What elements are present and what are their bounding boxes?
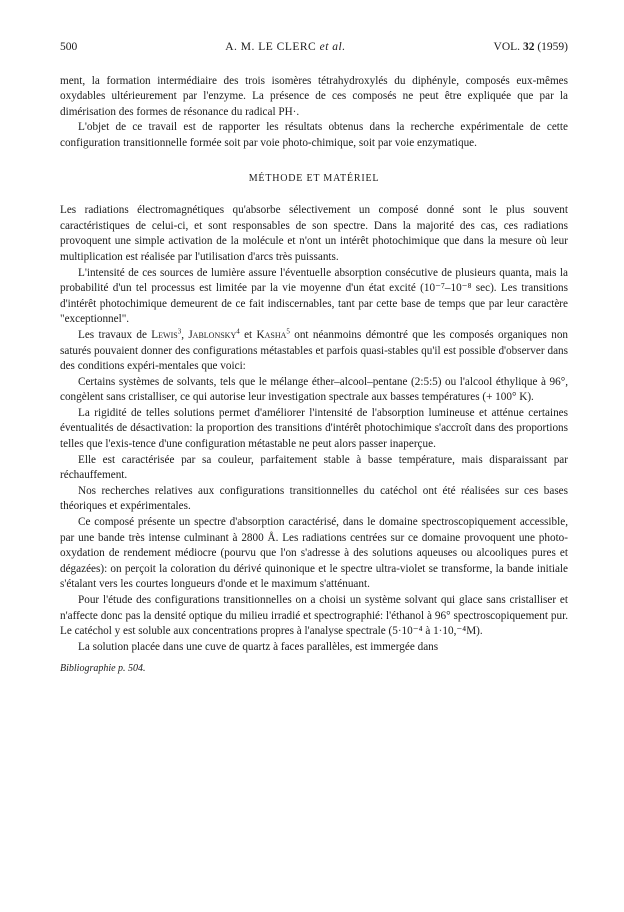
body-paragraph-1: Les radiations électromagnétiques qu'absorbe sélectivement un composé donné sont le plus souvent caractéristiques de celui-ci, et sont responsables de son spectre. Dans la majorité des cas, ces radiations provoquent une simple activation de la molécule et n'ont un intérêt photochimique que dans la mesure où leur multiplication est réalisée par l'utilisation d'arcs très puissants. [60, 204, 568, 263]
running-header [60, 40, 568, 56]
text-run: ont néanmoins démontré que les composés organiques non saturés pouvaient donner des configurations métastables et parfois quasi-stables qu'il est possible d'observer dans des conditions expéri-mentales que voici: [60, 328, 569, 373]
text-run: et [239, 328, 257, 341]
reference-lewis: 3 [177, 327, 182, 336]
reference-kasha: 5 [286, 327, 290, 336]
volume-year: (1959) [537, 41, 568, 53]
bibliography-note: Bibliographie p. 504. [60, 663, 146, 675]
body-paragraph-6: Elle est caractérisée par sa couleur, parfaitement stable à basse température, mais disparaissant par réchauffement. [60, 453, 568, 482]
reference-jablonsky: 4 [236, 327, 240, 336]
et-al: et al. [319, 41, 346, 53]
body-paragraph-3 [60, 328, 568, 375]
body-paragraph-2: L'intensité de ces sources de lumière assure l'éventuelle absorption consécutive de plusieurs quanta, mais la probabilité d'un tel processus est limitée par la vie moyenne d'un état excité (10⁻⁷–10⁻⁸ sec). Les transitions d'intérêt photochimique demeurent de ce fait indiscernables, tant par cette base de temps que par leur caractère "exceptionnel". [60, 266, 568, 326]
intro-paragraph-1: ment, la formation intermédiaire des trois isomères tétrahydroxylés du diphényle, composés eux-mêmes oxydables ultérieurement par l'enzyme. La présence de ces composés ne peut être expliquée que par la dimérisation des formes de résonance du radical PH·. [60, 74, 568, 118]
volume-number: 32 [522, 41, 535, 53]
body-paragraph-5: La rigidité de telles solutions permet d'améliorer l'intensité de l'absorption lumineuse et atténue certaines éventualités de désactivation: la proportion des transitions d'intérêt photochimique s'accroît dans des proportions telles que l'exis-tence d'une configuration métastable ne peut alors passer inaperçue. [60, 406, 568, 451]
body-paragraph-8: Ce composé présente un spectre d'absorption caractérisé, dans le domaine spectroscopiquement accessible, par une bande très intense culminant à 2800 Å. Les radiations centrées sur ce domaine provoquent une photo-oxydation de rendement médiocre (pourvu que l'on s'adresse à des solutions aqueuses ou alcooliques pures et dégazées): on perçoit la coloration du dérivé quinonique et le spectre ultra-violet se transforme, la bande initiale s'étalant vers les courtes longueurs d'onde et le maximum s'atténuant. [60, 516, 568, 591]
page-number: 500 [60, 41, 78, 53]
body-paragraph-7: Nos recherches relatives aux configurations transitionnelles du catéchol ont été réalisées sur ces bases théoriques et expérimentales. [60, 484, 568, 513]
author-kasha: Kasha [256, 328, 287, 341]
intro-paragraph-2: L'objet de ce travail est de rapporter les résultats obtenus dans la recherche expérimentale de cette configuration transitionnelle formée soit par voie photo-chimique, soit par voie enzymatique. [60, 121, 568, 149]
body-paragraph-10: La solution placée dans une cuve de quartz à faces parallèles, est immergée dans [78, 640, 439, 653]
running-authors [225, 40, 345, 56]
author-names: A. M. LE CLERC [225, 41, 317, 53]
author-jablonsky: Jablonsky [188, 328, 237, 341]
volume-label: VOL. [493, 41, 521, 53]
volume-info [494, 40, 568, 56]
author-lewis: Lewis [151, 328, 178, 341]
text-run: Les travaux de [78, 328, 152, 341]
section-title: MÉTHODE ET MATÉRIEL [248, 172, 380, 184]
journal-page [60, 40, 568, 677]
text-run: , [181, 328, 189, 341]
body-paragraph-4: Certains systèmes de solvants, tels que le mélange éther–alcool–pentane (2:5:5) ou l'alcool éthylique à 96°, congèlent sans cristalliser, ce qui autorise leur investigation spectrale aux basses températures (+ 100° K). [60, 375, 568, 404]
body-paragraph-9: Pour l'étude des configurations transitionnelles on a choisi un système solvant qui glace sans cristalliser et n'affecte donc pas la densité optique du milieu irradié et spectrographié: l'éthanol à 96° spectroscopiquement pur. Le catéchol y est soluble aux concentrations propres à l'analyse spectrale (5·10⁻⁴ à 1·10,⁻⁴M). [60, 594, 568, 638]
